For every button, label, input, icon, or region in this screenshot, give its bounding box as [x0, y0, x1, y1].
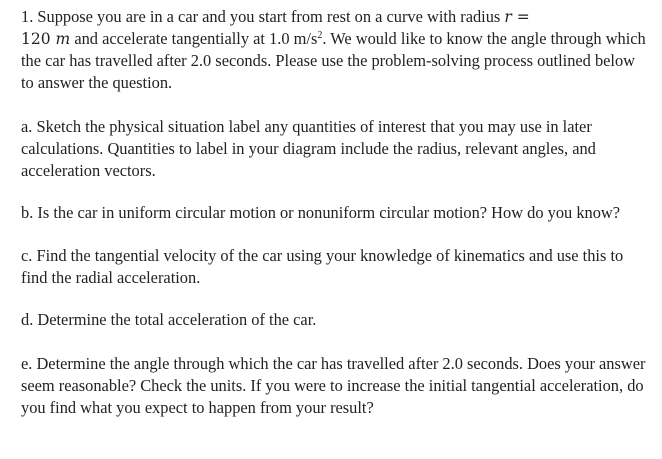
intro-text-3: . We would like to know the angle through which the car has travelled after 2.0 seconds. Please use the problem-solving process outlined below to answer the question. [21, 29, 646, 92]
intro-text-1: 1. Suppose you are in a car and you start from rest on a curve with radius [21, 7, 505, 26]
intro-text-2: and accelerate tangentially at 1.0 m/s [70, 29, 318, 48]
part-c: c. Find the tangential velocity of the car using your knowledge of kinematics and use this to find the radial acceleration. [21, 246, 624, 287]
squared-exponent: 2 [317, 30, 323, 41]
radius-symbol: r [504, 8, 512, 26]
document-body [21, 6, 651, 419]
radius-value: 120 [21, 30, 56, 48]
part-b: b. Is the car in uniform circular motion or nonuniform circular motion? How do you know? [21, 203, 621, 222]
part-d: d. Determine the total acceleration of the car. [21, 310, 317, 329]
question-1-intro [21, 6, 651, 94]
radius-unit: m [55, 30, 71, 48]
part-a: a. Sketch the physical situation label any quantities of interest that you may use in later calculations. Quantities to label in your diagram include the radius, relevant angles, and acceleration vectors. [21, 117, 596, 180]
equals-sign: = [511, 8, 530, 26]
part-e: e. Determine the angle through which the car has travelled after 2.0 seconds. Does your answer seem reasonable? Check the units. If you were to increase the initial tangential acceleration, do you find what you expect to happen from your result? [21, 354, 646, 417]
